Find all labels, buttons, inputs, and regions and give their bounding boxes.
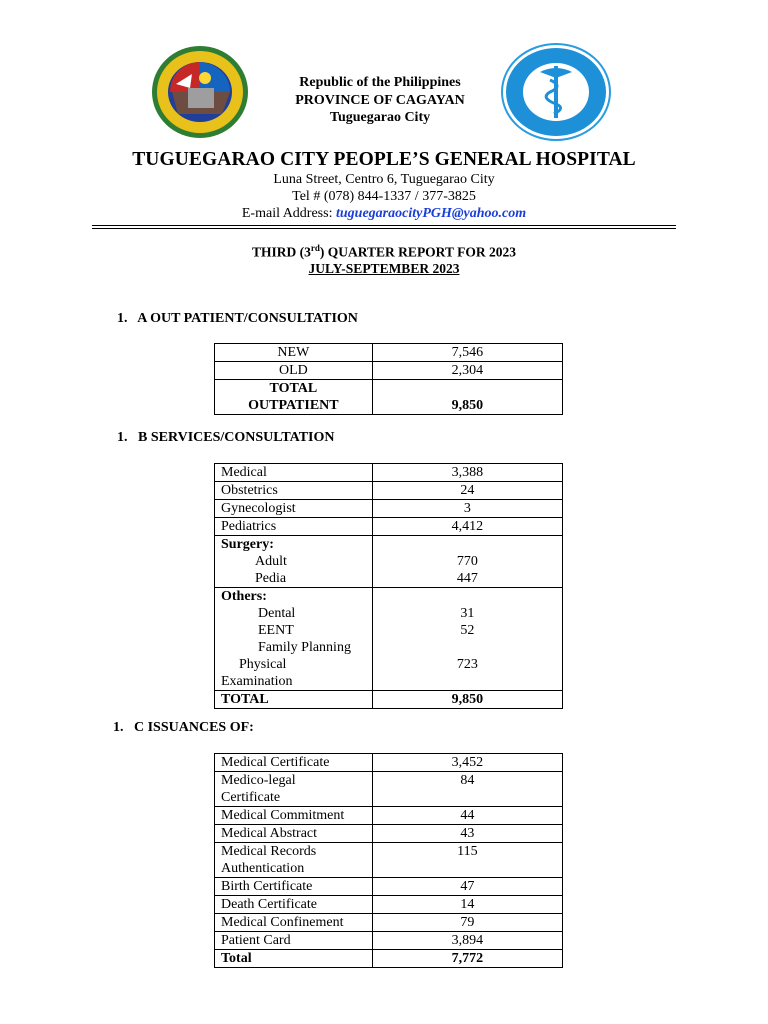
row-value: 2,304	[372, 362, 562, 380]
row-label-line2: Authentication	[221, 861, 305, 876]
total-value: 9,850	[372, 691, 562, 709]
row-value: 3,388	[372, 464, 562, 482]
row-label: OLD	[215, 362, 373, 380]
row-label-line1: Medical Certificate	[221, 755, 330, 770]
table-row	[215, 500, 563, 518]
row-label	[215, 896, 373, 914]
table-row	[215, 464, 563, 482]
table-row	[215, 518, 563, 536]
row-label-line1: Medico-legal	[221, 773, 296, 788]
surgery-values	[372, 536, 562, 588]
email-label: E-mail Address:	[241, 206, 336, 221]
examination-label: Examination	[221, 674, 293, 689]
header-block	[230, 74, 530, 127]
row-label	[215, 754, 373, 772]
total-row	[215, 950, 563, 968]
row-value: 44	[372, 807, 562, 825]
adult-label: Adult	[255, 554, 287, 569]
total-label: Total	[215, 950, 373, 968]
total-value: 7,772	[372, 950, 562, 968]
row-label-line1: Medical Records	[221, 844, 317, 859]
table-row	[215, 344, 563, 362]
row-label-line1: Birth Certificate	[221, 879, 313, 894]
physical-value: 723	[456, 657, 478, 672]
physical-label: Physical	[239, 657, 287, 672]
surgery-labels	[215, 536, 373, 588]
eent-label: EENT	[258, 623, 294, 638]
row-label	[215, 932, 373, 950]
header-divider	[92, 225, 676, 229]
table-row	[215, 914, 563, 932]
total-label-line2: OUTPATIENT	[248, 398, 339, 413]
table-row	[215, 878, 563, 896]
pedia-label: Pedia	[255, 571, 287, 586]
email-address[interactable]: tuguegaraocityPGH@yahoo.com	[335, 206, 527, 221]
others-heading: Others:	[221, 589, 267, 604]
row-value: 84	[372, 772, 562, 807]
row-value: 4,412	[372, 518, 562, 536]
row-value: 24	[372, 482, 562, 500]
row-label: NEW	[215, 344, 373, 362]
section-a-heading: 1. A OUT PATIENT/CONSULTATION	[117, 311, 358, 326]
row-label-line1: Death Certificate	[221, 897, 318, 912]
table-row	[215, 896, 563, 914]
row-value: 7,546	[372, 344, 562, 362]
table-row	[215, 807, 563, 825]
others-labels	[215, 588, 373, 691]
outpatient-table	[214, 343, 563, 415]
table-row	[215, 825, 563, 843]
row-label-line1: Patient Card	[221, 933, 291, 948]
total-label	[215, 380, 373, 415]
section-b-heading: 1. B SERVICES/CONSULTATION	[117, 430, 335, 445]
row-label-line2: Certificate	[221, 790, 281, 805]
total-label-line1: TOTAL	[269, 381, 318, 396]
report-title-pre: THIRD (3	[252, 244, 311, 260]
surgery-heading: Surgery:	[221, 537, 274, 552]
row-label: Obstetrics	[215, 482, 373, 500]
table-row	[215, 772, 563, 807]
row-value: 79	[372, 914, 562, 932]
table-row	[215, 932, 563, 950]
row-value: 3,894	[372, 932, 562, 950]
row-value: 43	[372, 825, 562, 843]
row-label-line1: Medical Confinement	[221, 915, 344, 930]
hospital-email-line	[0, 206, 768, 222]
row-label	[215, 772, 373, 807]
total-row	[215, 691, 563, 709]
section-c-heading: 1. C ISSUANCES OF:	[113, 720, 254, 735]
city-line: Tuguegarao City	[329, 110, 431, 125]
row-value: 14	[372, 896, 562, 914]
hospital-name: TUGUEGARAO CITY PEOPLE’S GENERAL HOSPITAL	[132, 149, 636, 170]
report-period: JULY-SEPTEMBER 2023	[308, 261, 460, 276]
table-row	[215, 362, 563, 380]
pedia-value: 447	[456, 571, 478, 586]
row-label: Medical	[215, 464, 373, 482]
row-label: Pediatrics	[215, 518, 373, 536]
row-label-line1: Medical Commitment	[221, 808, 345, 823]
table-row	[215, 482, 563, 500]
dental-label: Dental	[258, 606, 296, 621]
issuances-table	[214, 753, 563, 968]
report-title-post: ) QUARTER REPORT FOR 2023	[319, 244, 516, 260]
report-title	[0, 243, 768, 261]
adult-value: 770	[456, 554, 478, 569]
row-value: 47	[372, 878, 562, 896]
hospital-address: Luna Street, Centro 6, Tuguegarao City	[273, 172, 495, 187]
hospital-telephone: Tel # (078) 844-1337 / 377-3825	[292, 189, 476, 204]
row-label: Gynecologist	[215, 500, 373, 518]
row-label	[215, 878, 373, 896]
report-title-sup: rd	[310, 243, 320, 253]
row-value: 3	[372, 500, 562, 518]
total-value: 9,850	[372, 380, 562, 415]
dental-value: 31	[460, 606, 475, 621]
province-line: PROVINCE OF CAGAYAN	[295, 92, 465, 108]
row-label	[215, 914, 373, 932]
total-row	[215, 380, 563, 415]
row-value: 115	[372, 843, 562, 878]
row-label	[215, 825, 373, 843]
row-label	[215, 807, 373, 825]
republic-line: Republic of the Philippines	[299, 75, 461, 90]
total-label: TOTAL	[215, 691, 373, 709]
hospital-seal-logo	[500, 42, 612, 142]
others-group	[215, 588, 563, 691]
row-label-line1: Medical Abstract	[221, 826, 318, 841]
eent-value: 52	[460, 623, 475, 638]
row-value: 3,452	[372, 754, 562, 772]
table-row	[215, 754, 563, 772]
row-label	[215, 843, 373, 878]
others-values	[372, 588, 562, 691]
family-planning-label: Family Planning	[258, 640, 351, 655]
surgery-group	[215, 536, 563, 588]
services-table	[214, 463, 563, 709]
table-row	[215, 843, 563, 878]
